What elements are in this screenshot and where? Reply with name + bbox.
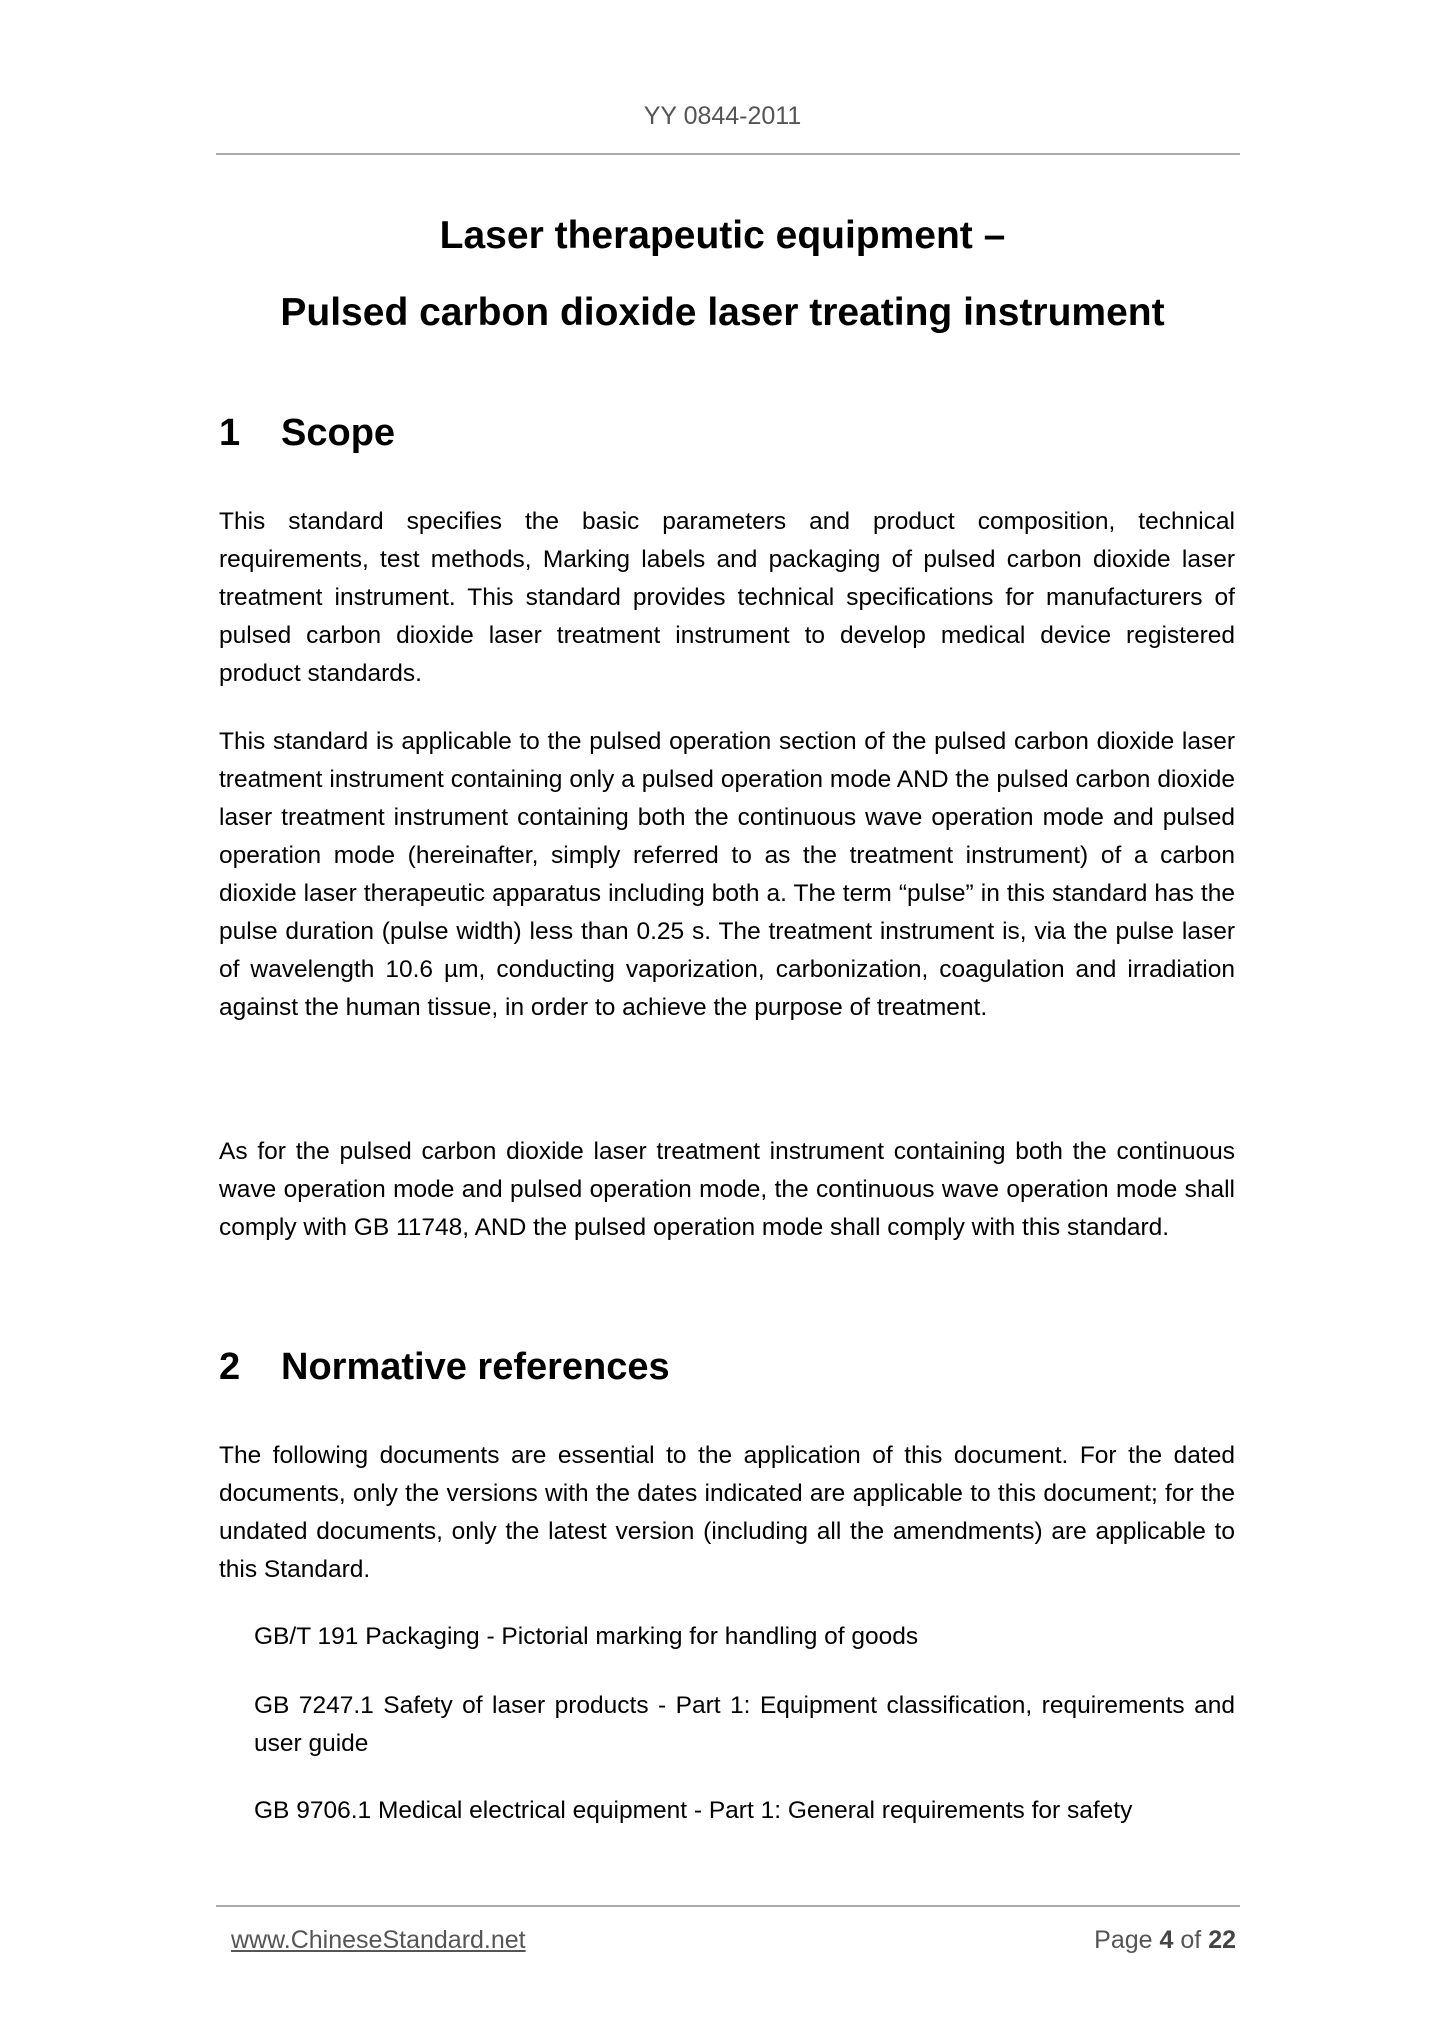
title-line-1: Laser therapeutic equipment –: [439, 214, 1006, 257]
section-title: Normative references: [281, 1346, 670, 1388]
section-heading-normative-references: [219, 1346, 670, 1389]
reference-item: GB/T 191 Packaging - Pictorial marking for handling of goods: [254, 1623, 919, 1650]
page-indicator: [1094, 1926, 1236, 1955]
document-code-header: YY 0844-2011: [643, 102, 802, 130]
reference-item: GB 9706.1 Medical electrical equipment - Part 1: General requirements for safety: [254, 1797, 1133, 1824]
scope-paragraph-1: This standard specifies the basic parameters and product composition, technical requirements, test methods, Marking labels and packaging of pulsed carbon dioxide laser treatment instrument. This standard provides technical specifications for manufacturers of pulsed carbon dioxide laser treatment instrument to develop medical device registered product standards.: [219, 508, 1235, 687]
current-page: 4: [1159, 1926, 1174, 1954]
total-pages: 22: [1208, 1926, 1236, 1954]
section-number: 1: [219, 412, 241, 454]
scope-paragraph-3: As for the pulsed carbon dioxide laser treatment instrument containing both the continuous wave operation mode and pulsed operation mode, the continuous wave operation mode shall comply with GB 11748, AND the pulsed operation mode shall comply with this standard.: [219, 1138, 1235, 1241]
title-line-2: Pulsed carbon dioxide laser treating instrument: [280, 291, 1165, 334]
footer-website-link[interactable]: [231, 1926, 526, 1955]
reference-item: GB 7247.1 Safety of laser products - Part 1: Equipment classification, requirements and user guide: [254, 1692, 1235, 1757]
section-number: 2: [219, 1346, 241, 1388]
section-title: Scope: [281, 412, 396, 454]
header-divider: [216, 153, 1240, 155]
references-intro-paragraph: The following documents are essential to the application of this document. For the dated documents, only the versions with the dates indicated are applicable to this document; for the undated documents, only the latest version (including all the amendments) are applicable to this Standard.: [219, 1442, 1235, 1583]
website-link[interactable]: www.ChineseStandard.net: [231, 1926, 526, 1954]
section-heading-scope: [219, 412, 395, 455]
page-label: Page: [1094, 1926, 1153, 1954]
scope-paragraph-2: This standard is applicable to the pulsed operation section of the pulsed carbon dioxide laser treatment instrument containing only a pulsed operation mode AND the pulsed carbon dioxide laser treatment instrument containing both the continuous wave operation mode and pulsed operation mode (hereinafter, simply referred to as the treatment instrument) of a carbon dioxide laser therapeutic apparatus including both a. The term “pulse” in this standard has the pulse duration (pulse width) less than 0.25 s. The treatment instrument is, via the pulse laser of wavelength 10.6 µm, conducting vaporization, carbonization, coagulation and irradiation against the human tissue, in order to achieve the purpose of treatment.: [219, 728, 1235, 1021]
page-of-label: of: [1180, 1926, 1202, 1954]
footer-divider: [216, 1905, 1240, 1907]
